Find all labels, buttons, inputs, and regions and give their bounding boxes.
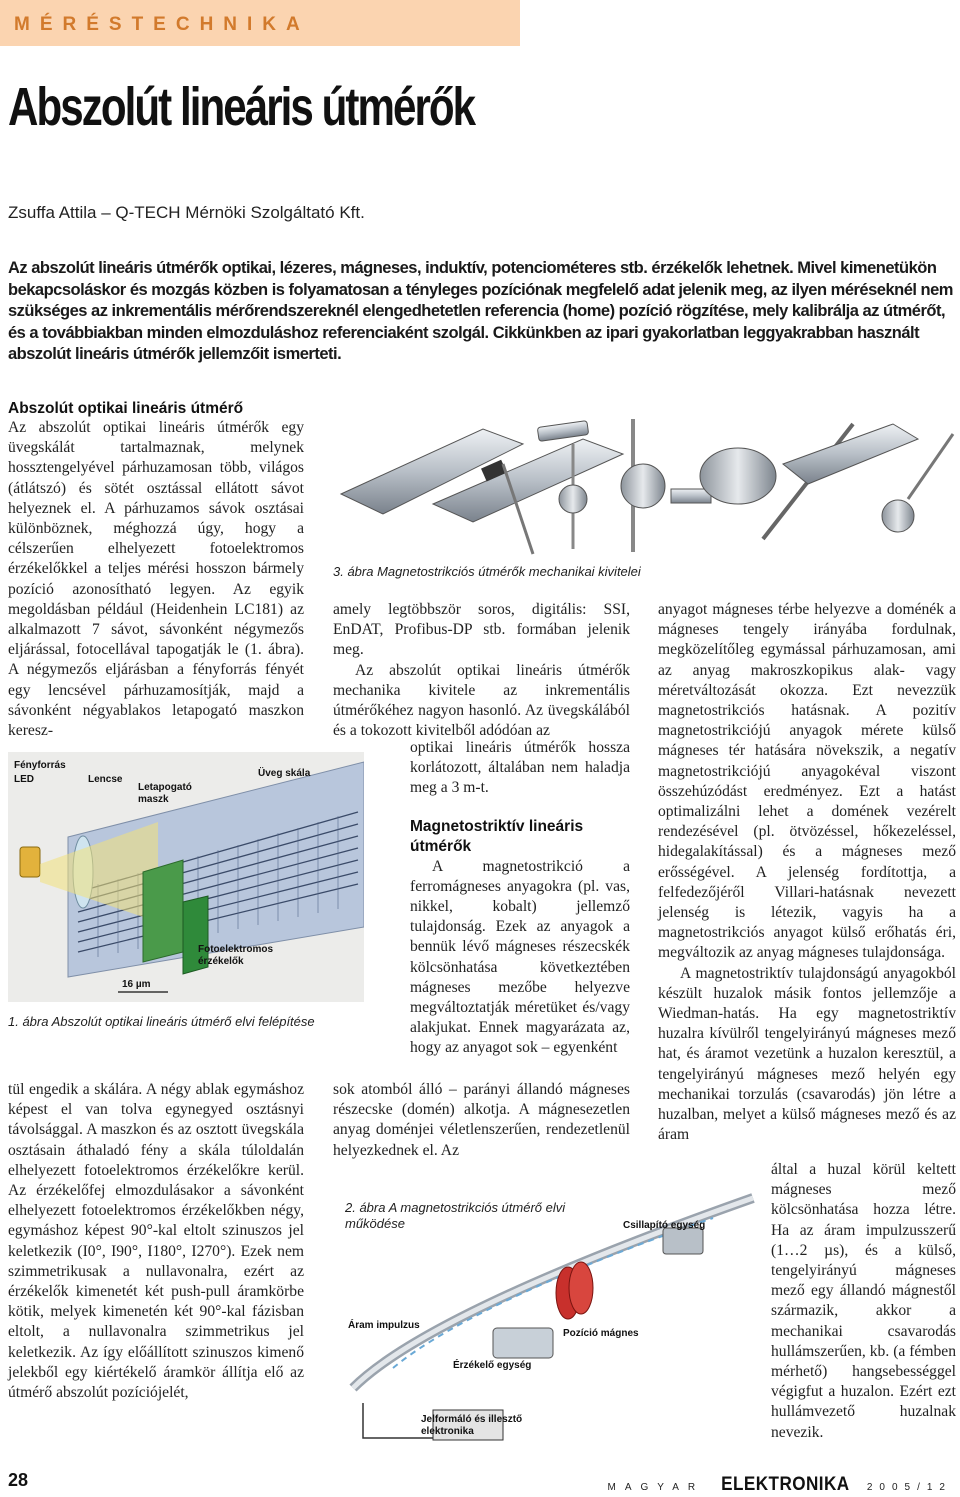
round-sensor-4 — [882, 500, 914, 532]
figure-3-photo — [333, 404, 957, 556]
col2-text-a: amely legtöbbször soros, digitális: SSI, EnDAT, Profibus-DP stb. formában jelenik meg. — [333, 601, 630, 659]
figure-2-caption: 2. ábra A magnetostrikciós útmérő elvi működése — [345, 1200, 566, 1231]
column-2-top — [333, 600, 630, 741]
damper-box — [663, 1228, 703, 1254]
label-electronics-2: elektronika — [421, 1426, 474, 1437]
column-3-narrow — [771, 1160, 956, 1443]
sensor-profile-3 — [783, 424, 918, 484]
label-damper: Csillapító egység — [623, 1220, 706, 1231]
footer-masthead — [608, 1474, 953, 1496]
round-sensor-2 — [621, 464, 665, 508]
col2-text-d: sok atomból álló – parányi állandó mágneses részecske (domén) alkotja. A mágnesezetlen anyag doménjei véletlenszerűen, rendezetlenül helyezkednek el. Az — [333, 1081, 630, 1159]
col3-text-c: által a huzal körül keltett mágneses mező kölcsönhatása hozza létre. Ha az áram impulzusszerű (1…2 µs), és a külső, tengelyirányú mágneses mező egy állandó mágnestől származik, akkor a mechanikai csavarodás hullámszerűen, kb. (a fémben mérhető) hangsebességgel végigfut a huzalon. Ezért ezt hullámvezető huzalnak nevezik. — [771, 1161, 956, 1441]
scanning-mask — [143, 860, 183, 962]
column-2-narrow — [410, 738, 630, 1059]
column-3 — [658, 600, 956, 1145]
label-mask-2: maszk — [138, 794, 169, 805]
column-2-bottom — [333, 1080, 630, 1161]
label-photo-1: Fotoelektromos — [198, 944, 274, 955]
section-heading-magnetostrictive: Magnetostriktív lineáris útmérők — [410, 817, 584, 855]
figure-1-svg — [8, 752, 364, 1002]
col2-text-a2: Az abszolút optikai lineáris útmérők mechanika kivitele az inkrementális útmérőkéhez nagyon hasonló. Az üvegskálából és a tokozott kivitelből adódóan az — [333, 661, 630, 740]
figure-1-caption: 1. ábra Abszolút optikai lineáris útmérő elvi felépítése — [8, 1014, 315, 1029]
section-label: MÉRÉSTECHNIKA — [14, 14, 310, 35]
column-1-bottom — [8, 1080, 304, 1403]
page-title: Abszolút lineáris útmérők — [8, 77, 475, 137]
label-electronics-1: Jelformáló és illesztő — [421, 1414, 523, 1425]
optical-text-bottom: tül engedik a skálára. A négy ablak egymáshoz képest el van tolva egynegyed osztásnyi távolsággal. A maszkon és az osztott üvegskála osztásain áthaladó fény a skála túloldalán elhelyezett fotoelektromos érzékelőkre kerül. Az érzékelőfej elmozdulásakor a sávonként elhelyezett fotoelektromos érzékelőkben négy, egymáshoz képest 90°-kal eltolt szinuszos jel keletkezik (I0°, I90°, I180°, I270°). Ezek nem szimmetrikusak a nullavonalra, ezért az érzékelők kimenetét két push-pull áramkörbe kötik, melyek kimenetén két 90°-kal fázisban eltolt, a nullavonalra szimmetrikus jel keletkezik. Az így előállított szinuszos kimenő jelekből egy kiértékelő áramkör állítja elő az útmérő abszolút pozíciójelét, — [8, 1081, 304, 1402]
col2-text-c: A magnetostrikció a ferromágneses anyagokra (pl. vas, nikkel, kobalt) jellemző tulajdonság. Ezek az anyagok a bennük lévő mágneses részecskék kölcsönhatása következtében mágneses mezőbe helyezve megváltoztatják méretüket és/vagy alakjukat. Ennek magyarázata az, hogy az anyagot sok – egyenként — [410, 857, 630, 1057]
optical-text-top: Az abszolút optikai lineáris útmérők egy üvegskálát tartalmaznak, melynek hossztengelyével párhuzamosan több, világos (átlátszó) és sötét osztással ellátott sávot helyeznek el. A párhuzamos sávok osztásai különböznek, méghozzá úgy, hogy a célszerűen elhelyezett fotoelektromos érzékelőkkel a teljes mérési hosszon bármely pozíció azonosítható legyen. Az egyik megoldásban például (Heidenhein LC181) az alkalmazott 7 sávot, sávonként négymezős eljárással, fotocellával tapogatják le (1. ábra). A négymezős eljárásban a fényforrás fényét egy lencsével párhuzamosítják, majd a sávonként négyablakos letapogató maszkon keresz- — [8, 419, 304, 740]
round-sensor-1 — [559, 485, 587, 513]
label-light-source: Fényforrás — [14, 760, 66, 771]
round-sensor-3 — [700, 448, 776, 504]
label-mask-1: Letapogató — [138, 782, 192, 793]
figure-1-illustration — [8, 752, 364, 1002]
label-position-magnet: Pozíció mágnes — [563, 1328, 639, 1339]
sensor-unit-box — [493, 1328, 553, 1358]
lead-paragraph: Az abszolút lineáris útmérők optikai, lézeres, mágneses, induktív, potenciométeres stb. érzékelők lehetnek. Mivel kimenetükön bekapcsoláskor és mozgás közben is folyamatosan a tényleges pozíciónak megfelelő adat jelenik meg, az ilyen méréseknél nem szükséges az inkrementális mérőrendszereknél elengedhetetlen referencia (home) pozíció rögzítése, mely kalibrálja az útmérőt, és a továbbiakban minden elmozduláshoz referenciaként szolgál. Cikkünkben az ipari gyakorlatban leggyakrabban használt abszolút lineáris útmérők jellemzőit ismerteti. — [8, 259, 953, 364]
label-led: LED — [14, 774, 34, 785]
label-sensor-unit: Érzékelő egység — [453, 1360, 532, 1371]
label-lens: Lencse — [88, 774, 123, 785]
position-magnet — [556, 1262, 593, 1319]
col3-text-a: anyagot mágneses térbe helyezve a doménék a mágneses tengely irányába fordulnak, megközelítőleg egymással párhuzamosan, ami az anyag makroszkopikus alak- vagy méretváltozását okozza. Ezt nevezzük magnetostrikciós hatásnak. A pozitív magnetostrikciójú anyagok mérete külső mágneses tér hatására növekszik, a negatív magnetostrikciójú anyagokéval viszont összehúzódást eredményez. Ezt a hatást optimalizálni lehet a domének vezérelt rendezésével (pl. ötvözéssel, hőkezeléssel, hidegalakítással) és a mágneses mező erősségével. A jelenség fordítottja, a felfedezőjéről Villari-hatásnak nevezett jelenség is létezik, vagyis ha a magnetostrikciós anyagot külső erőhatás éri, megváltozik az anyag mágneses tulajdonsága. — [658, 601, 956, 962]
col3-text-b: A magnetostriktív tulajdonságú anyagokból készült huzalok másik fontos jellemzője a Wiedman-hatás. Ha egy magnetostriktív huzalra kívülről tengelyirányú mágneses mező hat, és áramot vezetünk a huzalon keresztül, a tengelyirányú mágneses mező helyén egy mechanikai torzulás (csavarodás) jön létre a huzalban, melyet a külső mágneses mező és az áram — [658, 964, 956, 1144]
label-current-pulse: Áram impulzus — [348, 1320, 420, 1331]
figure-3-caption: 3. ábra Magnetostrikciós útmérők mechanikai kivitelei — [333, 564, 641, 579]
footer-brand-logo: ELEKTRONIKA — [721, 1474, 850, 1495]
page-number: 28 — [8, 1470, 29, 1490]
figure-3-svg — [333, 404, 957, 556]
label-glass-scale: Üveg skála — [258, 768, 311, 779]
footer-magazine: MAGYAR — [607, 1482, 705, 1493]
label-dimension: 16 µm — [122, 979, 151, 990]
footer-issue: 2005/12 — [866, 1482, 952, 1493]
author-line: Zsuffa Attila – Q-TECH Mérnöki Szolgáltató Kft. — [8, 203, 365, 222]
col2-text-b: optikai lineáris útmérők hossza korlátozott, általában nem haladja meg a 3 m-t. — [410, 739, 630, 797]
label-photo-2: érzékelők — [198, 956, 244, 967]
column-1-top — [8, 400, 304, 741]
section-heading-optical: Abszolút optikai lineáris útmérő — [8, 400, 244, 417]
led-source — [20, 847, 40, 877]
